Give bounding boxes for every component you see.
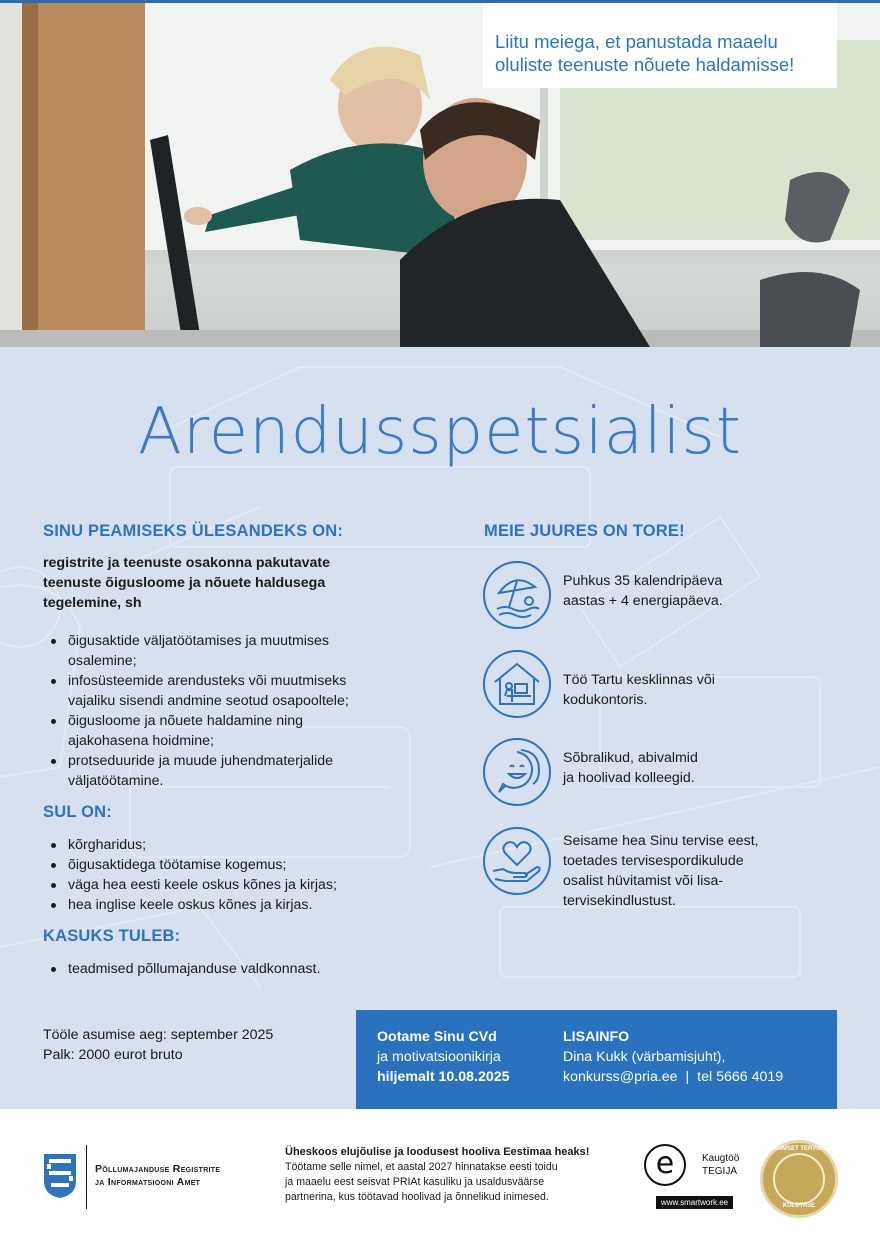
requirements-list [43,835,337,915]
apply-line-2: ja motivatsioonikirja [377,1049,501,1065]
smartwork-line-1: Kaugtöö [702,1153,740,1164]
badge-top-text: VAIMSET TERVIST [772,1146,826,1152]
smartwork-label [702,1152,739,1178]
badge-inner-ring [773,1153,825,1205]
contact-heading: LISAINFO [563,1029,630,1045]
slogan-line: Töötame selle nimel, et aastal 2027 hinnatakse eesti toidu [285,1161,558,1173]
contact-separator: | [685,1069,690,1085]
footer-divider [86,1145,87,1209]
contact-email-link[interactable]: konkurss@pria.ee [563,1069,678,1085]
list-item: protseduuride ja muude juhendmaterjalide väljatöötamine. [43,751,349,791]
perk-colleagues [483,738,843,808]
org-name-line-2: ja Informatsiooni Amet [95,1176,201,1188]
slogan-title: Üheskoos elujõulise ja loodusest hooliva Eestimaa heaks! [285,1146,590,1158]
org-name-line-1: Põllumajanduse Registrite [95,1163,221,1175]
advantage-heading: KASUKS TULEB: [43,927,181,945]
list-item: hea inglise keele oskus kõnes ja kirjas. [43,895,337,915]
footer-slogan [285,1145,630,1205]
smartwork-line-2: TEGIJA [702,1166,738,1177]
apply-line-1: Ootame Sinu CVd [377,1029,497,1045]
duties-heading: SINU PEAMISEKS ÜLESANDEKS ON: [43,522,344,540]
perk-text-line: Sõbralikud, abivalmid [563,750,698,766]
perk-text-line: kodukontoris. [563,692,648,708]
employment-terms [43,1025,273,1065]
list-item: õigusaktidega töötamise kogemus; [43,855,337,875]
organization-name [95,1163,220,1189]
list-item: väga hea eesti keele oskus kõnes ja kirjas; [43,875,337,895]
slogan-line: partnerina, kus töötavad hoolivad ja õnnelikud inimesed. [285,1191,549,1203]
perk-text-line: Seisame hea Sinu tervise eest, [563,833,759,849]
salary: Palk: 2000 eurot bruto [43,1047,183,1063]
job-title: Arendusspetsialist [138,395,742,469]
hero-tagline-line-2: oluliste teenuste nõuete haldamisse! [495,54,795,75]
apply-deadline: hiljemalt 10.08.2025 [377,1069,510,1085]
slogan-line: ja maaelu eest seisvat PRIAt kasuliku ja usaldusväärse [285,1176,545,1188]
perk-text-line: osalist hüvitamist või lisa- [563,873,724,889]
perk-location [483,650,843,720]
list-item: teadmised põllumajanduse valdkonnast. [43,959,320,979]
contact-phone[interactable]: tel 5666 4019 [697,1069,784,1085]
requirements-heading: SUL ON: [43,803,112,821]
duties-intro [43,553,383,613]
duties-intro-line: registrite ja teenuste osakonna pakutavate [43,555,331,571]
list-item: õigusaktide väljatöötamises ja muutmises osalemine; [43,631,349,671]
contact-name: Dina Kukk (värbamisjuht), [563,1049,726,1065]
contact-info [563,1027,783,1087]
badge-bottom-text: KULDTASE [782,1203,816,1209]
advantage-list [43,959,320,979]
duties-intro-line: teenuste õigusloome ja nõuete haldusega [43,575,326,591]
perk-text-line: ja hoolivad kolleegid. [563,770,695,786]
smartwork-e-icon: e [644,1144,686,1186]
hero-tagline-box [483,0,837,88]
perk-text-line: aastas + 4 energiapäeva. [563,593,723,609]
smartwork-url: www.smartwork.ee [656,1196,733,1209]
perk-text-line: tervisekindlustust. [563,893,676,909]
start-date: Tööle asumise aeg: september 2025 [43,1027,274,1043]
hero-tagline-line-1: Liitu meiega, et panustada maaelu [495,31,778,52]
smiling-chat-icon [483,738,551,806]
list-item: õigusloome ja nõuete haldamine ning ajakohasena hoidmine; [43,711,349,751]
coat-of-arms-logo [43,1153,77,1199]
application-info [377,1027,510,1087]
perk-health [483,827,843,917]
home-office-icon [483,650,551,718]
perk-text-line: Töö Tartu kesklinnas või [563,672,715,688]
perk-vacation [483,561,843,631]
application-box [356,1010,837,1109]
mental-health-gold-badge [760,1140,838,1218]
duties-intro-line: tegelemine, sh [43,595,142,611]
perk-text-line: toetades tervisespordikulude [563,853,744,869]
perks-heading: MEIE JUURES ON TORE! [484,522,685,540]
smartwork-logo [640,1140,750,1210]
beach-umbrella-icon [483,561,551,629]
perk-text-line: Puhkus 35 kalendripäeva [563,573,723,589]
heart-in-hand-icon [483,827,551,895]
duties-list [43,631,349,791]
list-item: kõrgharidus; [43,835,337,855]
top-accent-line [0,0,880,3]
list-item: infosüsteemide arendusteks või muutmiseks vajaliku sisendi andmine seotud osapooltele; [43,671,349,711]
